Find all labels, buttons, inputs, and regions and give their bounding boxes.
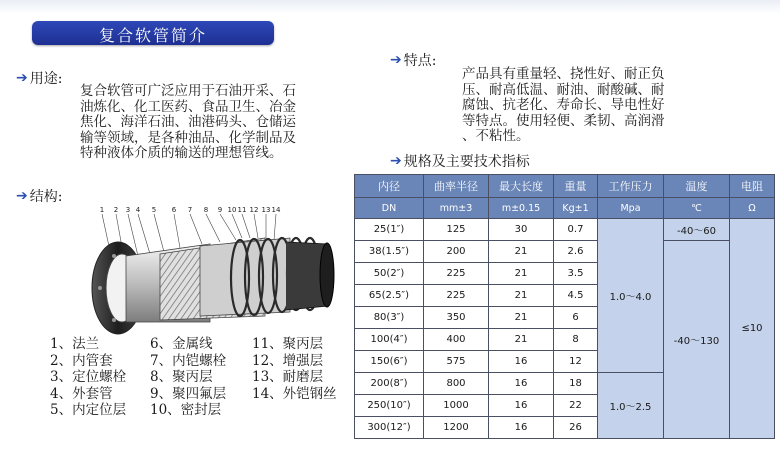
structure-heading: ➔ 结构: (16, 188, 63, 205)
table-row: 38(1.5″) 200 21 2.6 -40～130 (355, 241, 775, 263)
resistance-cell: ≤10 (730, 219, 775, 439)
page-title: 复合软管简介 (98, 26, 207, 45)
table-row: 200(8″) 800 16 18 1.0～2.5 (355, 373, 775, 395)
table-row: 250(10″) 1000 16 22 (355, 395, 775, 417)
part-number-label: 4 (135, 206, 141, 214)
unit-cell: mm±3 (424, 198, 489, 219)
part-number-label: 1 (99, 206, 105, 214)
structure-legend-col-3: 11、聚丙层 12、增强层 13、耐磨层 14、外铠钢丝 (252, 336, 337, 402)
header-cell: 电阻 (730, 175, 775, 198)
unit-cell: Kg±1 (554, 198, 598, 219)
part-number-label: 10 (227, 206, 237, 214)
pressure-cell-a: 1.0～4.0 (598, 219, 664, 373)
part-number-label: 11 (237, 206, 247, 214)
table-row: 65(2.5″) 225 21 4.5 (355, 285, 775, 307)
header-cell: 最大长度 (489, 175, 554, 198)
part-number-label: 13 (261, 206, 271, 214)
usage-paragraph: 复合软管可广泛应用于石油开采、石 油炼化、化工医药、食品卫生、冶金 焦化、海洋石油、油港码头、仓储运 输等领域，是各种油品、化学制品及 特种液体介质的输送的理想管线。 (80, 83, 296, 161)
table-row: 25(1″) 125 30 0.7 1.0～4.0 -40～60 ≤10 (355, 219, 775, 241)
spec-table (354, 174, 775, 439)
arrow-right-icon: ➔ (16, 70, 28, 86)
spec-header-row (355, 175, 775, 198)
table-row: 100(4″) 400 21 8 (355, 329, 775, 351)
unit-cell: DN (355, 198, 424, 219)
part-number-label: 3 (125, 206, 131, 214)
header-cell: 重量 (554, 175, 598, 198)
part-number-label: 12 (249, 206, 259, 214)
structure-legend-col-2: 6、金属线 7、内铠螺栓 8、聚丙层 9、聚四氟层 10、密封层 (150, 336, 227, 418)
structure-legend-col-1: 1、法兰 2、内管套 3、定位螺栓 4、外套管 5、内定位层 (50, 336, 127, 418)
part-number-label: 14 (271, 206, 281, 214)
part-number-label: 9 (217, 206, 223, 214)
part-number-label: 2 (113, 206, 119, 214)
header-cell: 曲率半径 (424, 175, 489, 198)
table-row: 300(12″) 1200 16 26 (355, 417, 775, 439)
temp-cell-a: -40～60 (664, 219, 730, 241)
part-number-label: 6 (171, 206, 177, 214)
part-number-label: 8 (203, 206, 209, 214)
features-heading: ➔ 特点: (390, 52, 437, 69)
features-paragraph: 产品具有重量轻、挠性好、耐正负 压、耐高低温、耐油、耐酸碱、耐 腐蚀、抗老化、寿命长、导电性好 等特点。使用轻便、柔韧、高润滑 、不粘性。 (462, 66, 665, 144)
table-row: 50(2″) 225 21 3.5 (355, 263, 775, 285)
pressure-cell-b: 1.0～2.5 (598, 373, 664, 439)
part-number-label: 5 (151, 206, 157, 214)
header-cell: 工作压力 (598, 175, 664, 198)
usage-heading: ➔ 用途: (16, 70, 63, 87)
table-row: 150(6″) 575 16 12 (355, 351, 775, 373)
arrow-right-icon: ➔ (390, 153, 402, 169)
arrow-right-icon: ➔ (390, 52, 402, 68)
spec-unit-row (355, 198, 775, 219)
diagram-numbers (100, 206, 281, 214)
top-shade (0, 0, 780, 14)
header-cell: 温度 (664, 175, 730, 198)
hose-structure-diagram (90, 204, 335, 339)
temp-cell-b: -40～130 (664, 241, 730, 439)
unit-cell: Mpa (598, 198, 664, 219)
specs-heading: ➔ 规格及主要技术指标 (390, 153, 530, 170)
part-number-label: 7 (187, 206, 193, 214)
table-row: 80(3″) 350 21 6 (355, 307, 775, 329)
unit-cell: Ω (730, 198, 775, 219)
unit-cell: ℃ (664, 198, 730, 219)
header-cell: 内径 (355, 175, 424, 198)
unit-cell: m±0.15 (489, 198, 554, 219)
arrow-right-icon: ➔ (16, 188, 28, 204)
title-banner (32, 21, 274, 45)
